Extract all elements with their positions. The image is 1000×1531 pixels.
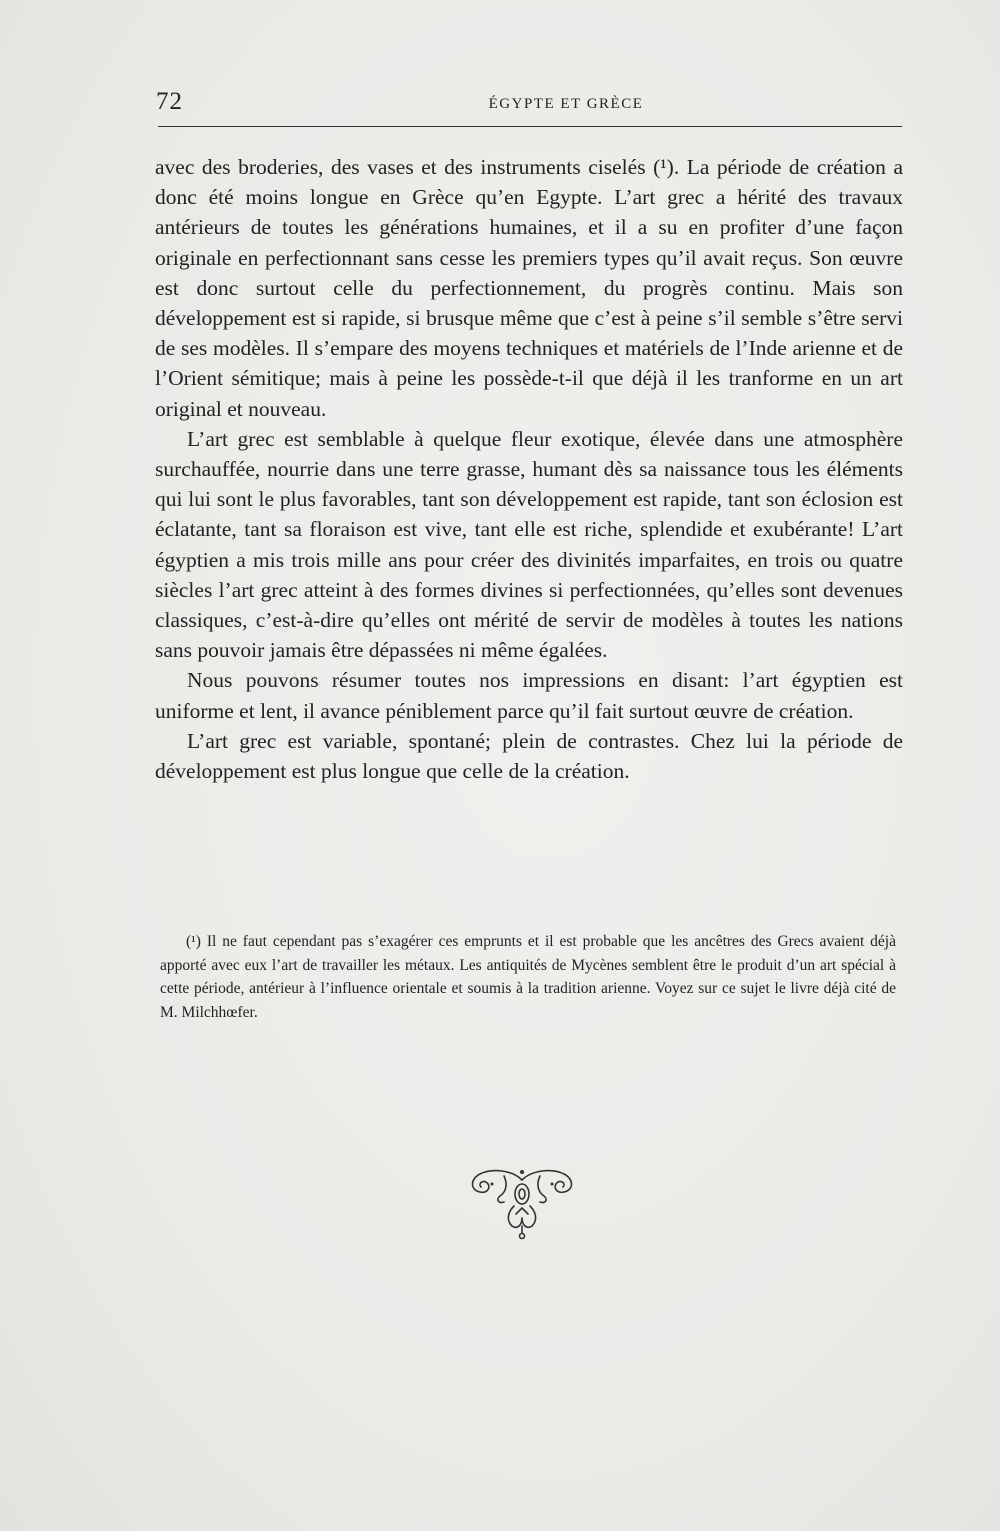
paragraph: L’art grec est semblable à quelque fleur exotique, élevée dans une atmosphère surchauffée, nourrie dans une terre grasse, humant dès sa naissance tous les éléments qui lui sont le plus favorables, tant son développement est rapide, tant son éclosion est éclatante, tant sa floraison est vive, tant elle est riche, splendide et exubérante! L’art égyptien a mis trois mille ans pour créer des divinités imparfaites, en trois ou quatre siècles l’art grec atteint à des formes divines si perfectionnées, qu’elles sont devenues classiques, c’est-à-dire qu’elles ont mérité de servir de modèles à toutes les nations sans pouvoir jamais être dépassées ni même égalées. <box>155 426 903 663</box>
paragraph-continued: avec des broderies, des vases et des instruments ciselés (¹). La période de création a donc été moins longue en Grèce qu’en Egypte. L’art grec a hérité des travaux antérieurs de toutes les générations humaines, et il a su en profiter d’une façon originale en perfectionnant sans cesse les premiers types qu’il avait reçus. Son œuvre est donc surtout celle du perfectionnement, du progrès continu. Mais son développement est si rapide, si brusque même que c’est à peine s’il semble s’être servi de ses modèles. Il s’empare des moyens techniques et matériels de l’Inde arienne et de l’Orient sémitique; mais à peine les possède-t-il que déjà il les tranforme en un art original et nouveau. <box>155 155 903 421</box>
page-number: 72 <box>156 88 183 115</box>
running-title: ÉGYPTE ET GRÈCE <box>488 96 644 112</box>
body-text <box>155 152 903 786</box>
footnote: (¹) Il ne faut cependant pas s’exagérer ces emprunts et il est probable que les ancêtres des Grecs avaient déjà apporté avec eux l’art de travailler les métaux. Les antiquités de Mycènes semblent être le produit d’un art spécial à cette période, antérieur à l’influence orientale et soumis à la tradition arienne. Voyez sur ce sujet le livre déjà cité de M. Milchhœfer. <box>160 933 896 1021</box>
fleuron-ornament-icon <box>462 1162 582 1242</box>
paragraph: Nous pouvons résumer toutes nos impressions en disant: l’art égyptien est uniforme et lent, il avance péniblement parce qu’il fait surtout œuvre de création. <box>155 668 903 723</box>
header-rule <box>158 126 902 127</box>
page-header <box>156 88 904 118</box>
paragraph: L’art grec est variable, spontané; plein de contrastes. Chez lui la période de développement est plus longue que celle de la création. <box>155 728 903 784</box>
